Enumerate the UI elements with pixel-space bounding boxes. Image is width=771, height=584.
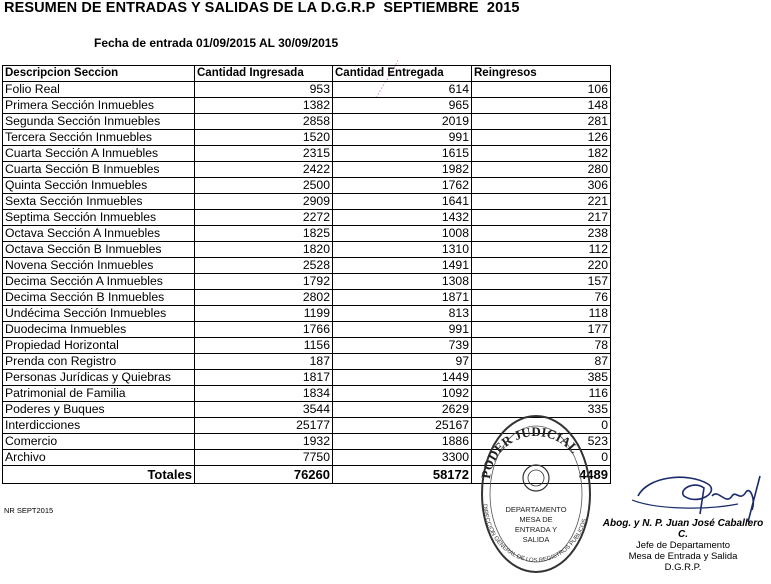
- seal-line: ENTRADA Y: [514, 525, 558, 534]
- value-cell: 2500: [195, 178, 333, 194]
- value-cell: 1432: [333, 210, 472, 226]
- table-row: [3, 82, 611, 98]
- official-seal: [476, 412, 596, 584]
- value-cell: 953: [195, 82, 333, 98]
- table-row: [3, 290, 611, 306]
- value-cell: 2019: [333, 114, 472, 130]
- value-cell: 1449: [333, 370, 472, 386]
- section-name-cell: Duodecima Inmuebles: [3, 322, 195, 338]
- footnote: NR SEPT2015: [4, 506, 54, 515]
- section-name-cell: Poderes y Buques: [3, 402, 195, 418]
- value-cell: 280: [472, 162, 611, 178]
- table-header-row: [3, 66, 611, 82]
- value-cell: 1008: [333, 226, 472, 242]
- table-row: [3, 98, 611, 114]
- signature-block: [598, 518, 768, 573]
- section-name-cell: Cuarta Sección B Inmuebles: [3, 162, 195, 178]
- value-cell: 1820: [195, 242, 333, 258]
- value-cell: 221: [472, 194, 611, 210]
- table-row: [3, 210, 611, 226]
- value-cell: 148: [472, 98, 611, 114]
- value-cell: 78: [472, 338, 611, 354]
- table-row: [3, 194, 611, 210]
- value-cell: 1762: [333, 178, 472, 194]
- value-cell: 965: [333, 98, 472, 114]
- value-cell: 1982: [333, 162, 472, 178]
- total-value-cell: 76260: [195, 466, 333, 484]
- section-name-cell: Archivo: [3, 450, 195, 466]
- value-cell: 385: [472, 370, 611, 386]
- value-cell: 1834: [195, 386, 333, 402]
- value-cell: 1792: [195, 274, 333, 290]
- value-cell: 991: [333, 130, 472, 146]
- value-cell: 2272: [195, 210, 333, 226]
- column-header: Cantidad Ingresada: [195, 66, 333, 82]
- section-name-cell: Prenda con Registro: [3, 354, 195, 370]
- value-cell: 281: [472, 114, 611, 130]
- table-row: [3, 322, 611, 338]
- value-cell: 1156: [195, 338, 333, 354]
- value-cell: 1615: [333, 146, 472, 162]
- table-row: [3, 370, 611, 386]
- table-row: [3, 146, 611, 162]
- value-cell: 2528: [195, 258, 333, 274]
- document-title: RESUMEN DE ENTRADAS Y SALIDAS DE LA D.G.R.P SEPTIEMBRE 2015: [4, 0, 520, 16]
- value-cell: 1886: [333, 434, 472, 450]
- value-cell: 238: [472, 226, 611, 242]
- value-cell: 1520: [195, 130, 333, 146]
- value-cell: 2422: [195, 162, 333, 178]
- table-row: [3, 162, 611, 178]
- value-cell: 1766: [195, 322, 333, 338]
- value-cell: 25177: [195, 418, 333, 434]
- column-header: Descripcion Seccion: [3, 66, 195, 82]
- value-cell: 2629: [333, 402, 472, 418]
- value-cell: 739: [333, 338, 472, 354]
- value-cell: 1641: [333, 194, 472, 210]
- section-name-cell: Comercio: [3, 434, 195, 450]
- value-cell: 1871: [333, 290, 472, 306]
- table-row: [3, 306, 611, 322]
- value-cell: 614: [333, 82, 472, 98]
- value-cell: 157: [472, 274, 611, 290]
- signer-name: Abog. y N. P. Juan José Caballero C.: [602, 518, 764, 540]
- table-row: [3, 178, 611, 194]
- section-name-cell: Octava Sección A Inmuebles: [3, 226, 195, 242]
- value-cell: 76: [472, 290, 611, 306]
- value-cell: 1308: [333, 274, 472, 290]
- value-cell: 1817: [195, 370, 333, 386]
- value-cell: 1932: [195, 434, 333, 450]
- value-cell: 118: [472, 306, 611, 322]
- signer-org: D.G.R.P.: [664, 562, 702, 573]
- value-cell: 2802: [195, 290, 333, 306]
- value-cell: 220: [472, 258, 611, 274]
- signer-role: Jefe de Departamento: [635, 540, 730, 551]
- table-row: [3, 386, 611, 402]
- value-cell: 1382: [195, 98, 333, 114]
- value-cell: 1491: [333, 258, 472, 274]
- value-cell: 217: [472, 210, 611, 226]
- seal-emblem: [523, 465, 549, 491]
- section-name-cell: Octava Sección B Inmuebles: [3, 242, 195, 258]
- value-cell: 0: [472, 450, 611, 466]
- column-header: Cantidad Entregada: [333, 66, 472, 82]
- value-cell: 335: [472, 402, 611, 418]
- section-name-cell: Propiedad Horizontal: [3, 338, 195, 354]
- value-cell: 182: [472, 146, 611, 162]
- value-cell: 7750: [195, 450, 333, 466]
- value-cell: 112: [472, 242, 611, 258]
- seal-line: DEPARTAMENTO: [505, 505, 567, 514]
- value-cell: 813: [333, 306, 472, 322]
- section-name-cell: Cuarta Sección A Inmuebles: [3, 146, 195, 162]
- section-name-cell: Interdicciones: [3, 418, 195, 434]
- table-row: [3, 338, 611, 354]
- section-name-cell: Novena Sección Inmuebles: [3, 258, 195, 274]
- table-row: [3, 354, 611, 370]
- section-name-cell: Patrimonial de Familia: [3, 386, 195, 402]
- value-cell: 2909: [195, 194, 333, 210]
- seal-line: MESA DE: [519, 515, 553, 524]
- value-cell: 116: [472, 386, 611, 402]
- value-cell: 87: [472, 354, 611, 370]
- svg-text:PODER JUDICIAL: [478, 424, 582, 480]
- value-cell: 1199: [195, 306, 333, 322]
- table-row: [3, 274, 611, 290]
- value-cell: 3300: [333, 450, 472, 466]
- total-value-cell: 4489: [472, 466, 611, 484]
- totals-label: Totales: [3, 466, 195, 484]
- value-cell: 991: [333, 322, 472, 338]
- table-row: [3, 226, 611, 242]
- value-cell: 1092: [333, 386, 472, 402]
- signer-department: Mesa de Entrada y Salida: [628, 551, 738, 562]
- value-cell: 187: [195, 354, 333, 370]
- section-name-cell: Quinta Sección Inmuebles: [3, 178, 195, 194]
- seal-outer-text: PODER JUDICIAL: [478, 424, 582, 480]
- table-row: [3, 242, 611, 258]
- value-cell: 2315: [195, 146, 333, 162]
- value-cell: 1310: [333, 242, 472, 258]
- section-name-cell: Sexta Sección Inmuebles: [3, 194, 195, 210]
- seal-line: SALIDA: [522, 535, 550, 544]
- section-name-cell: Decima Sección A Inmuebles: [3, 274, 195, 290]
- value-cell: 306: [472, 178, 611, 194]
- section-name-cell: Personas Jurídicas y Quiebras: [3, 370, 195, 386]
- column-header: Reingresos: [472, 66, 611, 82]
- date-range: Fecha de entrada 01/09/2015 AL 30/09/2015: [94, 36, 339, 50]
- table-row: [3, 114, 611, 130]
- section-name-cell: Folio Real: [3, 82, 195, 98]
- table-row: [3, 130, 611, 146]
- section-name-cell: Tercera Sección Inmuebles: [3, 130, 195, 146]
- value-cell: 0: [472, 418, 611, 434]
- value-cell: 3544: [195, 402, 333, 418]
- value-cell: 2858: [195, 114, 333, 130]
- value-cell: 126: [472, 130, 611, 146]
- value-cell: 106: [472, 82, 611, 98]
- value-cell: 1825: [195, 226, 333, 242]
- seal-ring-text: DIRECCION GENERAL DE LOS REGISTROS PUBLICOS: [481, 503, 589, 565]
- total-value-cell: 58172: [333, 466, 472, 484]
- handwritten-signature: [628, 466, 768, 526]
- section-name-cell: Segunda Sección Inmuebles: [3, 114, 195, 130]
- value-cell: 25167: [333, 418, 472, 434]
- section-name-cell: Undécima Sección Inmuebles: [3, 306, 195, 322]
- section-name-cell: Decima Sección B Inmuebles: [3, 290, 195, 306]
- value-cell: 97: [333, 354, 472, 370]
- table-row: [3, 258, 611, 274]
- section-name-cell: Primera Sección Inmuebles: [3, 98, 195, 114]
- value-cell: 177: [472, 322, 611, 338]
- section-name-cell: Septima Sección Inmuebles: [3, 210, 195, 226]
- value-cell: 523: [472, 434, 611, 450]
